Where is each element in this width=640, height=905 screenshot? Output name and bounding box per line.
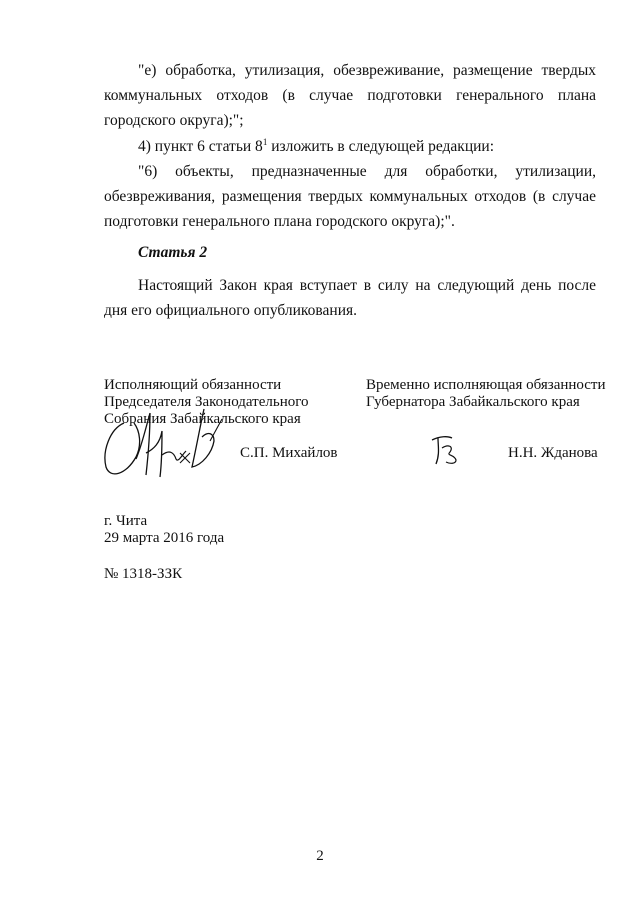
page-number: 2 — [316, 848, 324, 864]
item4-text-start: 4) пункт 6 статьи 8 — [138, 138, 263, 155]
law-number: № 1318-ЗЗК — [104, 566, 183, 582]
right-handwritten-signature — [426, 430, 466, 470]
item4-superscript: 1 — [262, 136, 268, 147]
paragraph-item-4 — [104, 134, 596, 159]
date: 29 марта 2016 года — [104, 530, 225, 546]
left-title-line-1: Исполняющий обязанности — [104, 377, 282, 393]
paragraph-item-6: "6) объекты, предназначенные для обработки, утилизации, обезвреживания, размещения твердых коммунальных отходов (в случае подготовки генерального плана городского округа);". — [104, 163, 596, 230]
right-title-line-2: Губернатора Забайкальского края — [366, 394, 580, 410]
right-signatory-name: Н.Н. Жданова — [508, 445, 598, 461]
item4-text-end: изложить в следующей редакции: — [267, 138, 495, 155]
article-2-text: Настоящий Закон края вступает в силу на следующий день после дня его официального опубликования. — [104, 277, 596, 319]
paragraph-item-e: "е) обработка, утилизация, обезвреживание, размещение твердых коммунальных отходов (в случае подготовки генерального плана городского округа);"; — [104, 62, 596, 129]
right-title-line-1: Временно исполняющая обязанности — [366, 377, 606, 393]
article-2-heading: Статья 2 — [138, 244, 208, 261]
left-handwritten-signature — [96, 405, 236, 485]
left-signatory-name: С.П. Михайлов — [240, 445, 338, 461]
city: г. Чита — [104, 513, 148, 529]
left-title-line-3: Собрания Забайкальского края — [104, 411, 301, 427]
right-signatory-title — [366, 377, 606, 411]
left-title-line-2: Председателя Законодательного — [104, 394, 309, 410]
